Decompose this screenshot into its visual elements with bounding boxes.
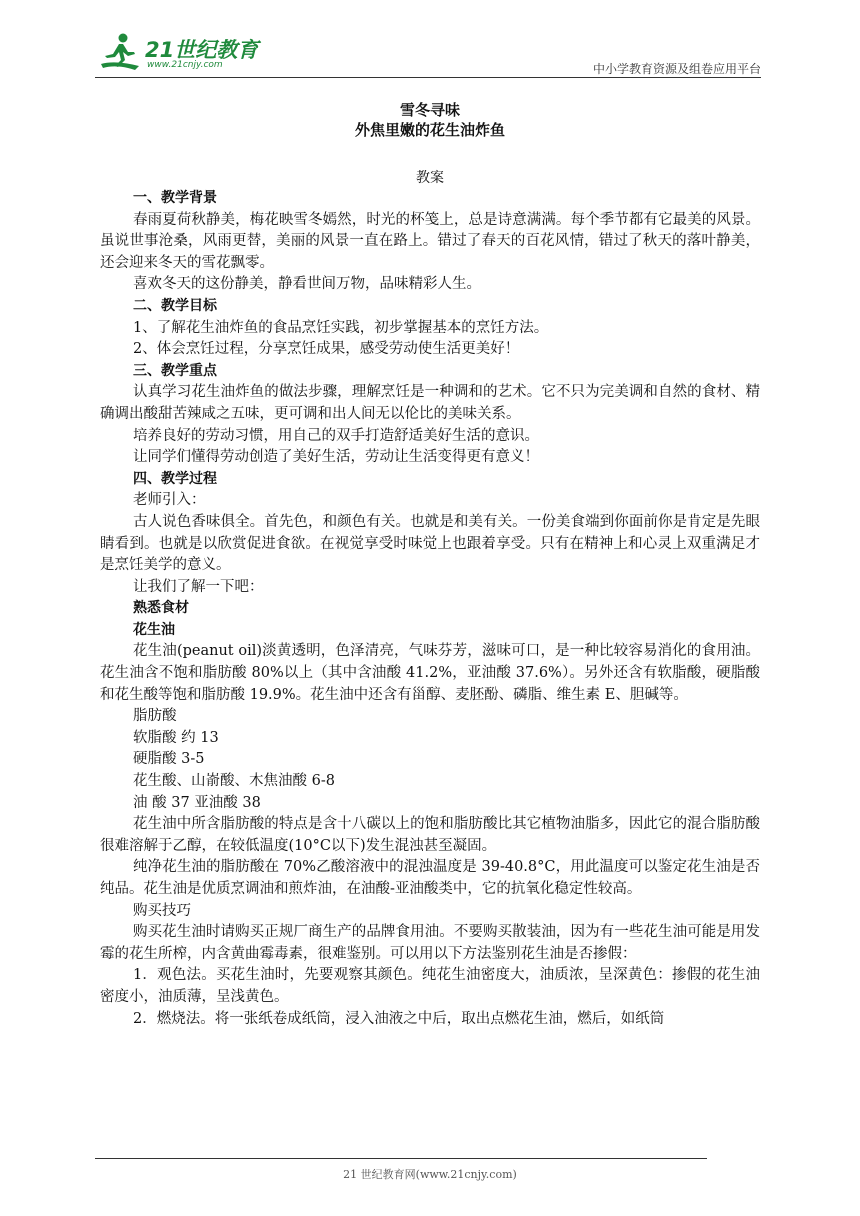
sub-heading: 熟悉食材 xyxy=(133,600,189,617)
paragraph: 春雨夏荷秋静美，梅花映雪冬嫣然，时光的杯笺上，总是诗意满满。每个季节都有它最美的风景。虽说世事沧桑，风雨更替，美丽的风景一直在路上。错过了春天的百花风情，错过了秋天的落叶静美，还会迎来冬天的雪花飘零。 xyxy=(100,211,760,271)
paragraph: 老师引入： xyxy=(133,492,206,509)
sub-heading: 花生油 xyxy=(133,621,175,638)
paragraph: 花生油(peanut oil)淡黄透明，色泽清亮，气味芬芳，滋味可口，是一种比较容易消化的食用油。花生油含不饱和脂肪酸 80%以上（其中含油酸 41.2%，亚油酸 37.6%）。另外还含有软脂酸，硬脂酸和花生酸等饱和脂肪酸 19.9%。花生油中还含有甾醇、麦胚酚、磷脂、维生素 E、胆碱等。 xyxy=(100,643,760,703)
doc-subtitle: 教案 xyxy=(416,170,444,186)
paragraph: 购买技巧 xyxy=(133,902,191,919)
paragraph: 脂肪酸 xyxy=(133,708,177,725)
paragraph: 认真学习花生油炸鱼的做法步骤，理解烹饪是一种调和的艺术。它不只为完美调和自然的食材、精确调出酸甜苦辣咸之五味，更可调和出人间无以伦比的美味关系。 xyxy=(100,384,760,422)
document-body xyxy=(100,100,760,1030)
site-logo[interactable] xyxy=(95,30,265,76)
footer-rule xyxy=(95,1158,707,1159)
paragraph: 培养良好的劳动习惯，用自己的双手打造舒适美好生活的意识。 xyxy=(133,427,539,444)
paragraph: 硬脂酸 3-5 xyxy=(133,751,205,768)
section-heading: 四、教学过程 xyxy=(133,470,217,487)
paragraph: 1、了解花生油炸鱼的食品烹饪实践，初步掌握基本的烹饪方法。 xyxy=(133,319,549,336)
header-rule xyxy=(95,77,761,78)
paragraph: 纯净花生油的脂肪酸在 70%乙酸溶液中的混浊温度是 39-40.8°C，用此温度可以鉴定花生油是否纯品。花生油是优质烹调油和煎炸油，在油酸-亚油酸类中，它的抗氧化稳定性较高。 xyxy=(100,859,760,897)
paragraph-list xyxy=(100,188,760,1030)
paragraph: 油 酸 37 亚油酸 38 xyxy=(133,794,261,811)
paragraph: 花生油中所含脂肪酸的特点是含十八碳以上的饱和脂肪酸比其它植物油脂多，因此它的混合脂肪酸很难溶解于乙醇，在较低温度(10°C以下)发生混浊甚至凝固。 xyxy=(100,816,760,854)
page-footer: 21 世纪教育网(www.21cnjy.com) xyxy=(343,1168,517,1181)
section-heading: 三、教学重点 xyxy=(133,362,217,379)
section-heading: 二、教学目标 xyxy=(133,297,217,314)
paragraph: 古人说色香味俱全。首先色，和颜色有关。也就是和美有关。一份美食端到你面前你是肯定是先眼睛看到。也就是以欣赏促进食欲。在视觉享受时味觉上也跟着享受。只有在精神上和心灵上双重满足才是烹饪美学的意义。 xyxy=(100,513,760,574)
paragraph: 2、体会烹饪过程，分享烹饪成果，感受劳动使生活更美好！ xyxy=(133,341,520,358)
runner-logo-icon xyxy=(95,30,147,76)
doc-title-2: 外焦里嫩的花生油炸鱼 xyxy=(354,121,505,139)
doc-title: 雪冬寻味 xyxy=(399,101,460,119)
paragraph: 2．燃烧法。将一张纸卷成纸筒，浸入油液之中后，取出点燃花生油，燃后，如纸筒 xyxy=(133,1010,665,1027)
page-header xyxy=(95,30,761,78)
paragraph: 让同学们懂得劳动创造了美好生活，劳动让生活变得更有意义！ xyxy=(133,449,539,466)
logo-text: 21世纪教育 xyxy=(145,38,259,62)
section-heading: 一、教学背景 xyxy=(133,190,217,206)
logo-url: www.21cnjy.com xyxy=(147,60,223,70)
paragraph: 喜欢冬天的这份静美，静看世间万物，品味精彩人生。 xyxy=(133,276,481,293)
paragraph: 花生酸、山嵛酸、木焦油酸 6-8 xyxy=(133,773,335,790)
header-platform-name: 中小学教育资源及组卷应用平台 xyxy=(592,62,761,76)
paragraph: 购买花生油时请购买正规厂商生产的品牌食用油。不要购买散装油，因为有一些花生油可能是用发霉的花生所榨，内含黄曲霉毒素，很难鉴别。可以用以下方法鉴别花生油是否掺假： xyxy=(100,924,760,962)
paragraph: 1．观色法。买花生油时，先要观察其颜色。纯花生油密度大，油质浓，呈深黄色：掺假的花生油密度小，油质薄，呈浅黄色。 xyxy=(100,967,760,1005)
paragraph: 软脂酸 约 13 xyxy=(133,729,219,746)
paragraph: 让我们了解一下吧： xyxy=(133,578,264,595)
